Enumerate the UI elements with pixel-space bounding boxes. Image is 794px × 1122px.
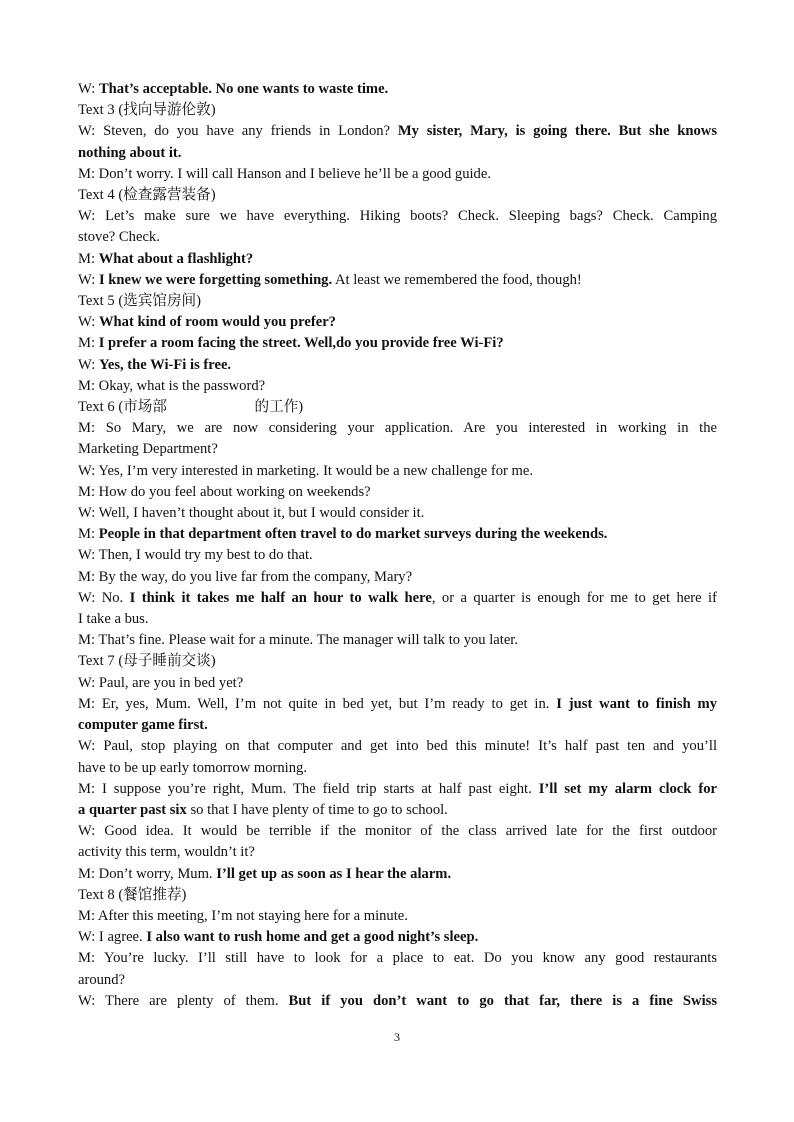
text-line — [78, 482, 717, 503]
text-segment: so that I have plenty of time to go to school. — [186, 801, 448, 818]
text-line — [78, 270, 717, 291]
text-line — [78, 397, 717, 418]
text-line — [78, 503, 717, 524]
text-segment: have to be up early tomorrow morning. — [78, 759, 307, 776]
text-segment: W: — [78, 314, 99, 331]
text-segment: W: There are plenty of them. — [78, 992, 289, 1009]
text-line — [78, 164, 717, 185]
text-line — [78, 588, 717, 609]
text-line — [78, 821, 717, 842]
text-segment: W: Paul, stop playing on that computer and get into bed this minute! It’s half past ten and you’ll — [78, 738, 717, 755]
text-line — [78, 927, 717, 948]
text-segment: M: Okay, what is the password? — [78, 377, 266, 394]
text-line — [78, 376, 717, 397]
text-segment: I take a bus. — [78, 611, 149, 628]
text-line — [78, 312, 717, 333]
text-segment: around? — [78, 971, 126, 988]
text-line — [78, 673, 717, 694]
text-line — [78, 418, 717, 439]
text-segment: W: Steven, do you have any friends in London? — [78, 123, 398, 140]
text-segment: M: I suppose you’re right, Mum. The field trip starts at half past eight. — [78, 780, 539, 797]
text-line — [78, 885, 717, 906]
text-line — [78, 694, 717, 715]
bold-text-segment: Yes, the Wi-Fi is free. — [98, 356, 232, 373]
bold-text-segment: People in that department often travel to do market surveys during the weekends. — [98, 526, 608, 543]
text-segment: W: Paul, are you in bed yet? — [78, 674, 244, 691]
text-line — [78, 842, 717, 863]
bold-text-segment: I prefer a room facing the street. Well,do you provide free Wi-Fi? — [98, 335, 504, 352]
text-line — [78, 545, 717, 566]
text-line — [78, 121, 717, 142]
bold-text-segment: I’ll get up as soon as I hear the alarm. — [216, 865, 452, 882]
bold-text-segment: I also want to rush home and get a good night’s sleep. — [146, 929, 479, 946]
text-line — [78, 291, 717, 312]
text-line — [78, 991, 717, 1012]
text-line — [78, 567, 717, 588]
text-line — [78, 864, 717, 885]
text-segment: M: — [78, 250, 99, 267]
text-segment: M: — [78, 335, 99, 352]
text-segment: Marketing Department? — [78, 441, 218, 458]
text-segment: M: Er, yes, Mum. Well, I’m not quite in bed yet, but I’m ready to get in. — [78, 695, 557, 712]
text-segment: Text 4 (检查露营装备) — [78, 187, 216, 204]
text-segment: M: Don’t worry, Mum. — [78, 865, 217, 882]
text-segment: M: You’re lucky. I’ll still have to look for a place to eat. Do you know any good restaurants — [78, 950, 717, 967]
text-line — [78, 715, 717, 736]
text-line — [78, 100, 717, 121]
bold-text-segment: But if you don’t want to go that far, there is a fine Swiss — [288, 992, 717, 1009]
text-line — [78, 249, 717, 270]
bold-text-segment: I’ll set my alarm clock for — [538, 780, 717, 797]
text-segment: Text 6 (市场部 的工作) — [78, 399, 304, 416]
bold-text-segment: What about a flashlight? — [98, 250, 254, 267]
text-segment: W: Then, I would try my best to do that. — [78, 547, 313, 564]
text-line — [78, 800, 717, 821]
text-segment: M: Don’t worry. I will call Hanson and I believe he’ll be a good guide. — [78, 165, 491, 182]
text-segment: M: That’s fine. Please wait for a minute. The manager will talk to you later. — [78, 632, 518, 649]
bold-text-segment: What kind of room would you prefer? — [98, 314, 336, 331]
text-line — [78, 970, 717, 991]
text-line — [78, 758, 717, 779]
text-segment: Text 3 (找向导游伦敦) — [78, 102, 216, 119]
bold-text-segment: I think it takes me half an hour to walk here — [129, 589, 432, 606]
text-line — [78, 439, 717, 460]
bold-text-segment: a quarter past six — [78, 801, 187, 818]
text-line — [78, 906, 717, 927]
text-segment: M: How do you feel about working on weekends? — [78, 483, 371, 500]
text-line — [78, 461, 717, 482]
text-line — [78, 206, 717, 227]
text-line — [78, 185, 717, 206]
text-segment: Text 8 (餐馆推荐) — [78, 886, 187, 903]
text-segment: W: Yes, I’m very interested in marketing. It would be a new challenge for me. — [78, 462, 533, 479]
text-segment: M: After this meeting, I’m not staying here for a minute. — [78, 907, 408, 924]
text-segment: W: — [78, 271, 99, 288]
text-line — [78, 333, 717, 354]
bold-text-segment: nothing about it. — [78, 144, 182, 161]
text-segment: At least we remembered the food, though! — [332, 271, 582, 288]
text-segment: M: So Mary, we are now considering your application. Are you interested in working in the — [78, 420, 717, 437]
text-line — [78, 630, 717, 651]
text-segment: M: — [78, 526, 99, 543]
text-line — [78, 948, 717, 969]
text-line — [78, 609, 717, 630]
bold-text-segment: I just want to finish my — [556, 695, 717, 712]
bold-text-segment: That’s acceptable. No one wants to waste time. — [98, 81, 389, 97]
text-line — [78, 779, 717, 800]
text-segment: stove? Check. — [78, 229, 160, 246]
text-segment: W: Well, I haven’t thought about it, but I would consider it. — [78, 505, 425, 522]
text-segment: W: Let’s make sure we have everything. Hiking boots? Check. Sleeping bags? Check. Camping — [78, 208, 717, 225]
text-segment: W: I agree. — [78, 929, 147, 946]
text-segment: , or a quarter is enough for me to get here if — [431, 589, 717, 606]
text-line — [78, 227, 717, 248]
text-segment: Text 7 (母子睡前交谈) — [78, 653, 216, 670]
text-line — [78, 355, 717, 376]
bold-text-segment: My sister, Mary, is going there. But she knows — [397, 123, 717, 140]
text-segment: W: — [78, 356, 99, 373]
text-line — [78, 736, 717, 757]
text-segment: activity this term, wouldn’t it? — [78, 844, 255, 861]
page-number: 3 — [394, 1030, 400, 1044]
text-segment: W: Good idea. It would be terrible if the monitor of the class arrived late for the first outdoor — [78, 823, 717, 840]
text-line — [78, 143, 717, 164]
text-line — [78, 524, 717, 545]
text-segment: Text 5 (选宾馆房间) — [78, 293, 202, 310]
document-body — [78, 79, 717, 1012]
text-segment: W: — [78, 81, 99, 97]
bold-text-segment: I knew we were forgetting something. — [98, 271, 333, 288]
text-segment: M: By the way, do you live far from the company, Mary? — [78, 568, 413, 585]
text-line — [78, 79, 717, 100]
text-segment: W: No. — [78, 589, 130, 606]
bold-text-segment: computer game first. — [78, 717, 208, 734]
text-line — [78, 651, 717, 672]
